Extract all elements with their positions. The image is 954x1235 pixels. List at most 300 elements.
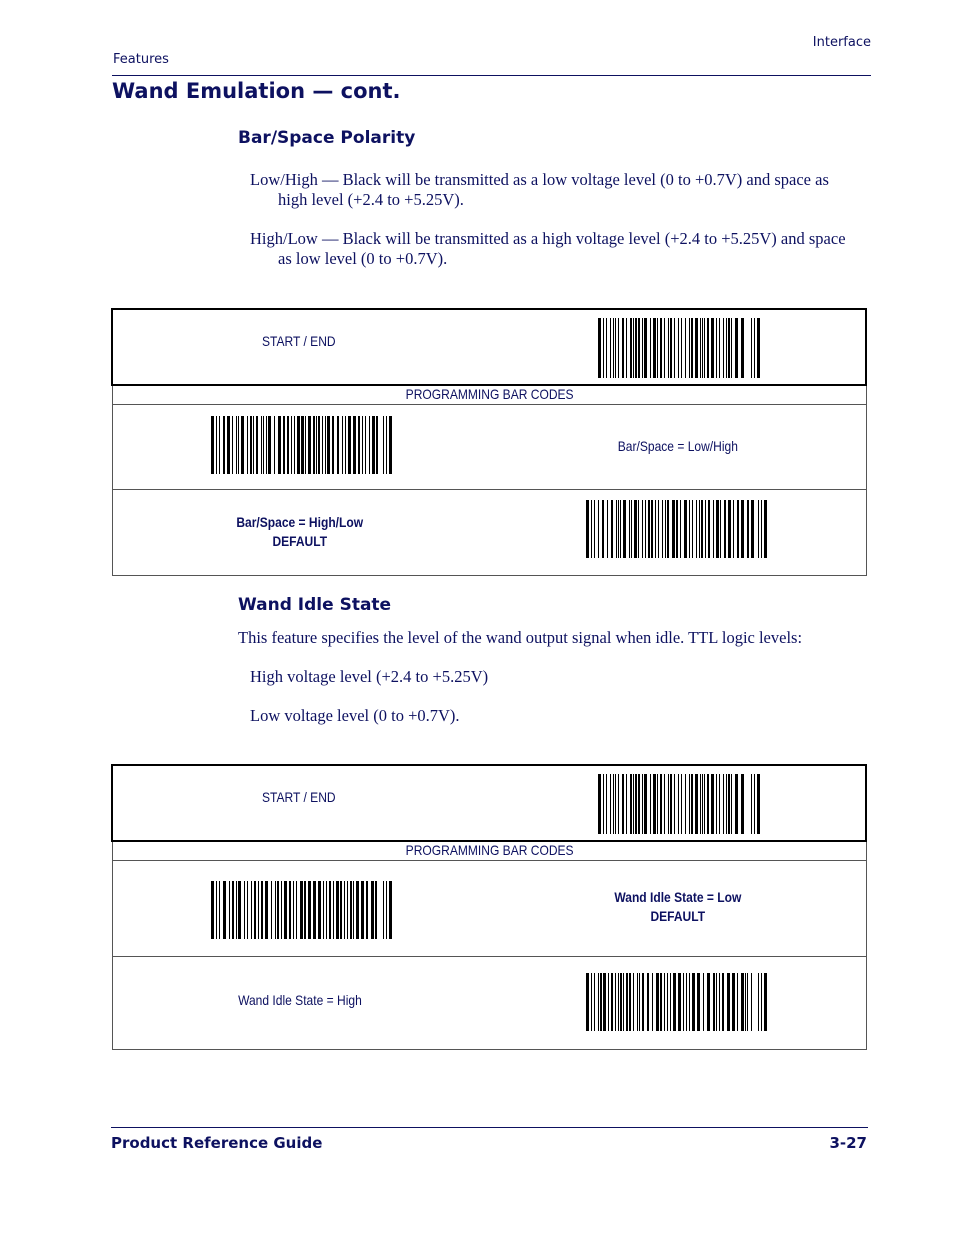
idle-state-low-text: Wand Idle State = Low	[614, 889, 742, 905]
barcode-bar	[667, 973, 668, 1031]
bar-space-low-high-label	[600, 437, 756, 456]
barcode-bar	[747, 500, 749, 558]
bar-space-start-end-barcode[interactable]	[598, 318, 760, 378]
barcode-bar	[741, 973, 744, 1031]
barcode-bar	[680, 500, 681, 558]
barcode-bar	[719, 318, 720, 378]
barcode-bar	[265, 881, 268, 939]
barcode-bar	[626, 774, 627, 834]
barcode-bar	[681, 318, 682, 378]
barcode-bar	[618, 318, 619, 378]
barcode-bar	[606, 774, 607, 834]
barcode-bar	[623, 973, 624, 1031]
barcode-bar	[660, 973, 662, 1031]
barcode-bar	[681, 774, 682, 834]
barcode-bar	[665, 500, 666, 558]
barcode-bar	[294, 416, 295, 474]
barcode-bar	[728, 774, 730, 834]
barcode-bar	[723, 774, 724, 834]
idle-state-high-barcode[interactable]	[586, 973, 767, 1031]
bar-space-high-low-label	[220, 513, 380, 551]
barcode-bar	[657, 774, 658, 834]
barcode-bar	[719, 774, 720, 834]
barcode-bar	[684, 500, 687, 558]
barcode-bar	[635, 774, 637, 834]
barcode-bar	[337, 416, 339, 474]
barcode-bar	[326, 881, 327, 939]
barcode-bar	[598, 500, 599, 558]
barcode-bar	[692, 973, 695, 1031]
barcode-bar	[251, 881, 252, 939]
barcode-bar	[707, 973, 710, 1031]
barcode-bar	[616, 500, 617, 558]
barcode-bar	[689, 500, 690, 558]
barcode-bar	[741, 774, 744, 834]
barcode-bar	[757, 318, 760, 378]
barcode-bar	[689, 774, 690, 834]
barcode-bar	[348, 416, 351, 474]
barcode-bar	[333, 881, 334, 939]
barcode-bar	[342, 416, 343, 474]
barcode-bar	[695, 318, 698, 378]
barcode-bar	[300, 881, 303, 939]
barcode-bar	[602, 500, 604, 558]
barcode-bar	[697, 973, 700, 1031]
barcode-bar	[386, 881, 387, 939]
barcode-bar	[618, 973, 619, 1031]
barcode-bar	[716, 318, 717, 378]
barcode-bar	[638, 774, 640, 834]
barcode-bar	[642, 774, 643, 834]
barcode-bar	[633, 318, 634, 378]
barcode-bar	[695, 774, 698, 834]
barcode-bar	[678, 318, 679, 378]
barcode-bar	[719, 973, 720, 1031]
bar-space-high-low-barcode[interactable]	[586, 500, 767, 558]
idle-state-high-label	[220, 991, 380, 1010]
barcode-bar	[670, 973, 671, 1031]
barcode-bar	[219, 881, 220, 939]
barcode-bar	[211, 416, 214, 474]
barcode-bar	[603, 774, 604, 834]
barcode-bar	[678, 774, 679, 834]
barcode-bar	[633, 774, 634, 834]
barcode-bar	[332, 416, 334, 474]
barcode-bar	[707, 318, 709, 378]
barcode-bar	[667, 500, 669, 558]
barcode-bar	[691, 774, 693, 834]
barcode-bar	[340, 881, 342, 939]
barcode-bar	[389, 881, 392, 939]
barcode-bar	[723, 318, 724, 378]
bar-space-heading: Bar/Space Polarity	[238, 128, 416, 148]
barcode-bar	[758, 973, 759, 1031]
barcode-bar	[318, 881, 321, 939]
barcode-bar	[623, 500, 626, 558]
barcode-bar	[751, 318, 752, 378]
bar-space-start-end-label: START / END	[262, 333, 336, 349]
barcode-bar	[707, 774, 709, 834]
idle-state-programming-label	[112, 842, 867, 858]
barcode-bar	[274, 416, 275, 474]
barcode-bar	[278, 416, 281, 474]
barcode-bar	[256, 416, 258, 474]
barcode-bar	[647, 973, 649, 1031]
barcode-bar	[323, 881, 324, 939]
barcode-bar	[708, 500, 710, 558]
barcode-bar	[751, 500, 754, 558]
idle-state-intro: This feature specifies the level of the wand output signal when idle. TTL logic levels:	[238, 628, 803, 647]
barcode-bar	[266, 416, 267, 474]
barcode-bar	[699, 500, 700, 558]
barcode-bar	[236, 881, 237, 939]
barcode-bar	[615, 318, 616, 378]
barcode-bar	[316, 416, 317, 474]
barcode-bar	[607, 500, 608, 558]
barcode-bar	[689, 318, 690, 378]
idle-state-start-end-barcode[interactable]	[598, 774, 760, 834]
barcode-bar	[713, 500, 714, 558]
barcode-bar	[761, 500, 762, 558]
barcode-bar	[291, 416, 292, 474]
barcode-bar	[668, 318, 669, 378]
barcode-bar	[229, 881, 230, 939]
barcode-bar	[702, 318, 703, 378]
barcode-bar	[630, 774, 632, 834]
idle-state-high-text: Wand Idle State = High	[238, 992, 362, 1008]
barcode-bar	[733, 500, 734, 558]
barcode-bar	[651, 500, 653, 558]
barcode-bar	[598, 318, 601, 378]
barcode-bar	[591, 973, 592, 1031]
barcode-bar	[664, 774, 665, 834]
barcode-bar	[227, 416, 230, 474]
footer-rule	[111, 1127, 868, 1128]
barcode-bar	[327, 416, 330, 474]
barcode-bar	[674, 774, 675, 834]
barcode-bar	[751, 973, 752, 1031]
barcode-bar	[635, 318, 637, 378]
barcode-bar	[703, 973, 704, 1031]
barcode-bar	[713, 973, 715, 1031]
barcode-bar	[232, 416, 233, 474]
barcode-bar	[668, 774, 669, 834]
barcode-bar	[686, 973, 687, 1031]
barcode-bar	[362, 416, 363, 474]
barcode-bar	[275, 881, 276, 939]
barcode-bar	[603, 973, 606, 1031]
barcode-bar	[642, 973, 644, 1031]
barcode-bar	[761, 973, 762, 1031]
barcode-bar	[692, 500, 693, 558]
page-title: Wand Emulation — cont.	[112, 79, 401, 103]
barcode-bar	[629, 973, 631, 1031]
barcode-bar	[758, 500, 759, 558]
barcode-bar	[610, 774, 611, 834]
barcode-bar	[630, 318, 632, 378]
barcode-bar	[735, 774, 738, 834]
barcode-bar	[691, 318, 693, 378]
barcode-bar	[638, 500, 639, 558]
barcode-bar	[376, 416, 378, 474]
barcode-bar	[615, 973, 616, 1031]
barcode-bar	[358, 416, 360, 474]
barcode-bar	[620, 500, 621, 558]
barcode-bar	[764, 973, 767, 1031]
header-section-label: Features	[113, 52, 169, 67]
barcode-bar	[366, 881, 368, 939]
barcode-bar	[223, 416, 225, 474]
barcode-bar	[598, 774, 601, 834]
barcode-bar	[724, 500, 726, 558]
barcode-bar	[600, 973, 602, 1031]
barcode-bar	[618, 500, 619, 558]
barcode-bar	[676, 500, 678, 558]
barcode-bar	[626, 318, 627, 378]
bar-space-para-low-high: Low/High — Black will be transmitted as a low voltage level (0 to +0.7V) and space as high level (+2.4 to +5.25V).	[250, 170, 829, 209]
barcode-bar	[247, 881, 248, 939]
barcode-bar	[244, 881, 245, 939]
barcode-bar	[615, 774, 616, 834]
barcode-bar	[728, 500, 731, 558]
barcode-bar	[618, 774, 619, 834]
barcode-bar	[757, 774, 760, 834]
barcode-bar	[375, 881, 377, 939]
barcode-bar	[241, 416, 244, 474]
barcode-bar	[353, 881, 354, 939]
barcode-bar	[711, 318, 714, 378]
barcode-bar	[701, 500, 703, 558]
barcode-bar	[313, 881, 316, 939]
barcode-bar	[731, 774, 732, 834]
barcode-bar	[638, 318, 640, 378]
barcode-bar	[664, 318, 665, 378]
barcode-bar	[620, 973, 622, 1031]
bar-space-programming-text: PROGRAMMING BAR CODES	[405, 386, 574, 402]
barcode-bar	[304, 881, 306, 939]
barcode-bar	[732, 973, 735, 1031]
barcode-bar	[644, 318, 647, 378]
idle-state-level-high: High voltage level (+2.4 to +5.25V)	[250, 667, 489, 686]
barcode-bar	[247, 416, 248, 474]
barcode-bar	[329, 881, 331, 939]
barcode-bar	[672, 500, 675, 558]
barcode-bar	[650, 318, 651, 378]
barcode-bar	[371, 881, 374, 939]
barcode-bar	[737, 500, 739, 558]
idle-state-divider-top	[112, 860, 867, 861]
barcode-bar	[289, 881, 291, 939]
barcode-bar	[728, 318, 730, 378]
barcode-bar	[737, 973, 738, 1031]
barcode-bar	[629, 500, 630, 558]
barcode-bar	[261, 416, 262, 474]
barcode-bar	[287, 416, 289, 474]
barcode-bar	[660, 774, 662, 834]
barcode-bar	[389, 416, 392, 474]
barcode-bar	[689, 973, 690, 1031]
barcode-bar	[336, 881, 339, 939]
barcode-bar	[386, 416, 387, 474]
barcode-bar	[606, 318, 607, 378]
barcode-bar	[223, 881, 226, 939]
barcode-bar	[261, 881, 263, 939]
barcode-bar	[720, 500, 721, 558]
barcode-bar	[741, 318, 744, 378]
barcode-bar	[642, 318, 643, 378]
barcode-bar	[263, 416, 264, 474]
barcode-bar	[726, 318, 727, 378]
barcode-bar	[216, 881, 217, 939]
barcode-bar	[727, 973, 730, 1031]
barcode-bar	[250, 416, 252, 474]
barcode-bar	[598, 973, 599, 1031]
idle-state-programming-text: PROGRAMMING BAR CODES	[405, 842, 574, 858]
barcode-bar	[704, 774, 705, 834]
bar-space-para-high-low: High/Low — Black will be transmitted as a high voltage level (+2.4 to +5.25V) and space as low level (0 to +0.7V).	[250, 229, 846, 268]
barcode-bar	[754, 774, 755, 834]
barcode-bar	[586, 973, 589, 1031]
barcode-bar	[716, 500, 719, 558]
barcode-bar	[296, 881, 297, 939]
barcode-bar	[322, 416, 323, 474]
bar-space-default-text: DEFAULT	[272, 533, 328, 549]
barcode-bar	[308, 881, 311, 939]
barcode-bar	[660, 318, 662, 378]
barcode-bar	[313, 416, 315, 474]
barcode-bar	[350, 881, 352, 939]
barcode-bar	[722, 973, 724, 1031]
barcode-bar	[700, 774, 701, 834]
barcode-bar	[637, 973, 638, 1031]
barcode-bar	[658, 500, 659, 558]
barcode-bar	[361, 881, 364, 939]
barcode-bar	[645, 500, 646, 558]
bar-space-low-high-text: Bar/Space = Low/High	[617, 438, 739, 454]
barcode-bar	[678, 973, 681, 1031]
idle-state-level-low: Low voltage level (0 to +0.7V).	[250, 706, 460, 725]
barcode-bar	[301, 416, 304, 474]
barcode-bar	[634, 500, 637, 558]
barcode-bar	[644, 774, 647, 834]
barcode-bar	[347, 881, 348, 939]
barcode-bar	[372, 416, 375, 474]
barcode-bar	[219, 416, 220, 474]
idle-state-default-text: DEFAULT	[650, 908, 706, 924]
barcode-bar	[655, 500, 656, 558]
barcode-bar	[662, 500, 663, 558]
barcode-bar	[685, 774, 686, 834]
barcode-bar	[611, 973, 613, 1031]
barcode-bar	[613, 318, 614, 378]
barcode-bar	[353, 416, 356, 474]
barcode-bar	[747, 973, 748, 1031]
barcode-bar	[711, 774, 714, 834]
barcode-bar	[674, 318, 675, 378]
barcode-bar	[318, 416, 320, 474]
barcode-bar	[716, 973, 717, 1031]
barcode-bar	[670, 774, 672, 834]
barcode-bar	[236, 416, 237, 474]
barcode-bar	[271, 881, 272, 939]
barcode-bar	[705, 500, 706, 558]
barcode-bar	[283, 416, 285, 474]
barcode-bar	[633, 973, 634, 1031]
barcode-bar	[631, 500, 632, 558]
barcode-bar	[745, 973, 746, 1031]
footer-title: Product Reference Guide	[111, 1134, 323, 1152]
barcode-bar	[652, 973, 653, 1031]
barcode-bar	[613, 774, 614, 834]
barcode-bar	[365, 416, 366, 474]
header-chapter-label: Interface	[812, 35, 871, 50]
barcode-bar	[622, 774, 624, 834]
barcode-bar	[685, 318, 686, 378]
barcode-bar	[653, 774, 656, 834]
barcode-bar	[704, 318, 705, 378]
bar-space-divider-top	[112, 404, 867, 405]
barcode-bar	[751, 774, 752, 834]
barcode-bar	[673, 973, 676, 1031]
barcode-bar	[657, 318, 658, 378]
barcode-bar	[650, 774, 651, 834]
barcode-bar	[610, 318, 611, 378]
barcode-bar	[735, 318, 738, 378]
barcode-bar	[238, 881, 241, 939]
footer-page-number: 3-27	[829, 1134, 867, 1152]
barcode-bar	[325, 416, 326, 474]
barcode-bar	[211, 881, 214, 939]
barcode-bar	[603, 318, 604, 378]
barcode-bar	[305, 416, 306, 474]
barcode-bar	[653, 318, 656, 378]
barcode-bar	[216, 416, 217, 474]
barcode-bar	[626, 973, 628, 1031]
barcode-bar	[700, 318, 701, 378]
barcode-bar	[591, 500, 592, 558]
barcode-bar	[664, 973, 665, 1031]
idle-state-low-barcode[interactable]	[211, 881, 392, 939]
barcode-bar	[308, 416, 311, 474]
idle-state-start-end-label: START / END	[262, 789, 336, 805]
bar-space-programming-label	[112, 386, 867, 402]
header-rule	[112, 75, 871, 76]
barcode-bar	[764, 500, 767, 558]
barcode-bar	[741, 500, 744, 558]
barcode-bar	[284, 881, 287, 939]
barcode-bar	[258, 881, 259, 939]
idle-state-divider-mid	[112, 956, 867, 957]
idle-state-low-label	[590, 888, 766, 926]
barcode-bar	[642, 500, 643, 558]
bar-space-low-high-barcode[interactable]	[211, 416, 392, 474]
barcode-bar	[277, 881, 279, 939]
barcode-bar	[670, 318, 672, 378]
barcode-bar	[611, 500, 613, 558]
barcode-bar	[726, 774, 727, 834]
barcode-bar	[293, 881, 294, 939]
barcode-bar	[253, 416, 254, 474]
barcode-bar	[754, 318, 755, 378]
bar-space-high-low-text: Bar/Space = High/Low	[236, 514, 364, 530]
barcode-bar	[297, 416, 300, 474]
barcode-bar	[383, 416, 384, 474]
barcode-bar	[369, 416, 370, 474]
barcode-bar	[702, 774, 703, 834]
barcode-bar	[586, 500, 589, 558]
barcode-bar	[281, 881, 282, 939]
barcode-bar	[731, 318, 732, 378]
